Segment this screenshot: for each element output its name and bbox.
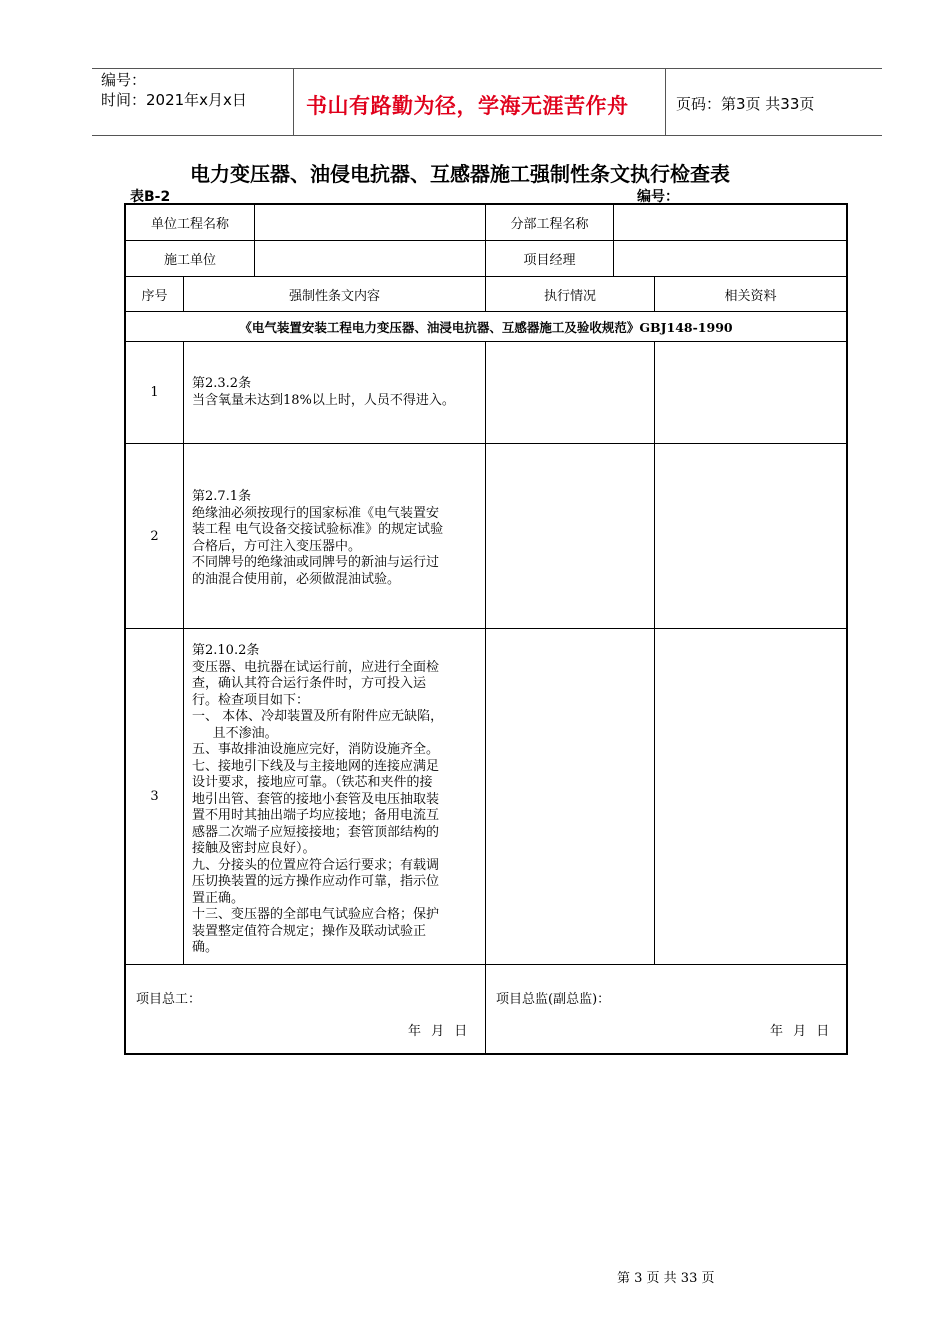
row-number: 2 — [150, 528, 159, 544]
row-number: 1 — [150, 385, 159, 400]
clause-line: 置不用时其抽出端子均应接地；备用电流互 — [192, 808, 440, 823]
page-title: 电力变压器、油侵电抗器、互感器施工强制性条文执行检查表 — [190, 162, 730, 186]
chief-engineer-label: 项目总工： — [136, 992, 202, 1007]
division-project-field[interactable] — [614, 205, 846, 240]
clause-line: 第2.3.2条 — [192, 376, 252, 391]
clause-line: 十三、变压器的全部电气试验应合格；保护 — [192, 907, 440, 922]
col-header-content: 强制性条文内容 — [288, 288, 380, 304]
clause-line: 当含氧量未达到18%以上时，人员不得进入。 — [192, 392, 455, 408]
project-manager-field[interactable] — [614, 241, 846, 276]
clause-content — [192, 376, 478, 409]
clause-line: 变压器、电抗器在试运行前，应进行全面检 — [192, 659, 440, 675]
clause-line: 第2.10.2条 — [192, 643, 260, 658]
page-footer: 第 3 页 共 33 页 — [617, 1271, 715, 1286]
table-rule — [485, 964, 486, 1053]
clause-line: 装工程 电气设备交接试验标准》的规定试验 — [192, 522, 444, 537]
related-docs-cell[interactable] — [655, 342, 846, 443]
clause-line: 七、接地引下线及与主接地网的连接应满足 — [192, 758, 440, 774]
inspection-table — [124, 203, 848, 1055]
header-time-label: 时间：2021年x月x日 — [101, 91, 247, 109]
division-project-label: 分部工程名称 — [510, 217, 589, 232]
table-rule — [126, 964, 846, 965]
clause-line: 的油混合使用前，必须做混油试验。 — [192, 571, 401, 587]
header-divider — [293, 68, 294, 135]
unit-project-label: 单位工程名称 — [150, 217, 229, 232]
clause-line: 九、分接头的位置应符合运行要求；有载调 — [192, 857, 440, 873]
col-header-docs: 相关资料 — [724, 288, 777, 304]
clause-line: 行。检查项目如下： — [192, 692, 310, 708]
clause-line: 绝缘油必须按现行的国家标准《电气装置安 — [192, 505, 440, 521]
clause-line: 五、事故排油设施应完好，消防设施齐全。 — [192, 742, 440, 757]
construction-unit-field[interactable] — [255, 241, 485, 276]
clause-content — [192, 489, 478, 588]
project-manager-label: 项目经理 — [523, 253, 576, 268]
clause-line: 地引出管、套管的接地小套管及电压抽取装 — [192, 791, 440, 807]
clause-line: 第2.7.1条 — [192, 489, 252, 504]
related-docs-cell[interactable] — [655, 444, 846, 628]
chief-engineer-date: 年 月 日 — [408, 1024, 468, 1039]
clause-line: 不同牌号的绝缘油或同牌号的新油与运行过 — [192, 555, 440, 570]
clause-line: 感器二次端子应短接接地；套管顶部结构的 — [192, 824, 440, 840]
clause-line: 且不渗油。 — [192, 725, 278, 741]
clause-line: 确。 — [192, 940, 219, 955]
related-docs-cell[interactable] — [655, 629, 846, 964]
clause-line: 压切换装置的远方操作应动作可靠，指示位 — [192, 874, 440, 889]
table-rule — [183, 341, 184, 964]
execution-status-cell[interactable] — [486, 342, 654, 443]
document-number-label: 编号： — [637, 189, 679, 205]
chief-supervisor-date: 年 月 日 — [770, 1024, 830, 1039]
standard-reference: 《电气装置安装工程电力变压器、油浸电抗器、互感器施工及验收规范》GBJ148-1990 — [239, 319, 733, 335]
col-header-no: 序号 — [141, 288, 168, 304]
clause-line: 设计要求，接地应可靠。（铁芯和夹件的接 — [192, 775, 433, 790]
construction-unit-label: 施工单位 — [163, 253, 216, 268]
unit-project-field[interactable] — [255, 205, 485, 240]
clause-line: 置正确。 — [192, 890, 245, 906]
clause-line: 接触及密封应良好）。 — [192, 841, 316, 856]
clause-line: 一、 本体、冷却装置及所有附件应无缺陷， — [192, 709, 444, 724]
header-motto: 书山有路勤为径，学海无涯苦作舟 — [306, 94, 629, 118]
execution-status-cell[interactable] — [486, 629, 654, 964]
header-top-rule — [92, 68, 882, 69]
col-header-status: 执行情况 — [543, 288, 596, 304]
clause-content — [192, 643, 478, 957]
header-divider — [665, 68, 666, 135]
header-bottom-rule — [92, 135, 882, 136]
chief-supervisor-label: 项目总监(副总监)： — [496, 992, 611, 1007]
row-number: 3 — [150, 789, 159, 804]
execution-status-cell[interactable] — [486, 444, 654, 628]
clause-line: 合格后，方可注入变压器中。 — [192, 538, 362, 554]
clause-line: 查，确认其符合运行条件时，方可投入运 — [192, 676, 427, 691]
table-id: 表B-2 — [130, 189, 171, 205]
header-number-label: 编号： — [101, 71, 147, 89]
clause-line: 装置整定值符合规定；操作及联动试验正 — [192, 923, 427, 939]
header-page-info: 页码：第3页 共33页 — [676, 95, 815, 113]
